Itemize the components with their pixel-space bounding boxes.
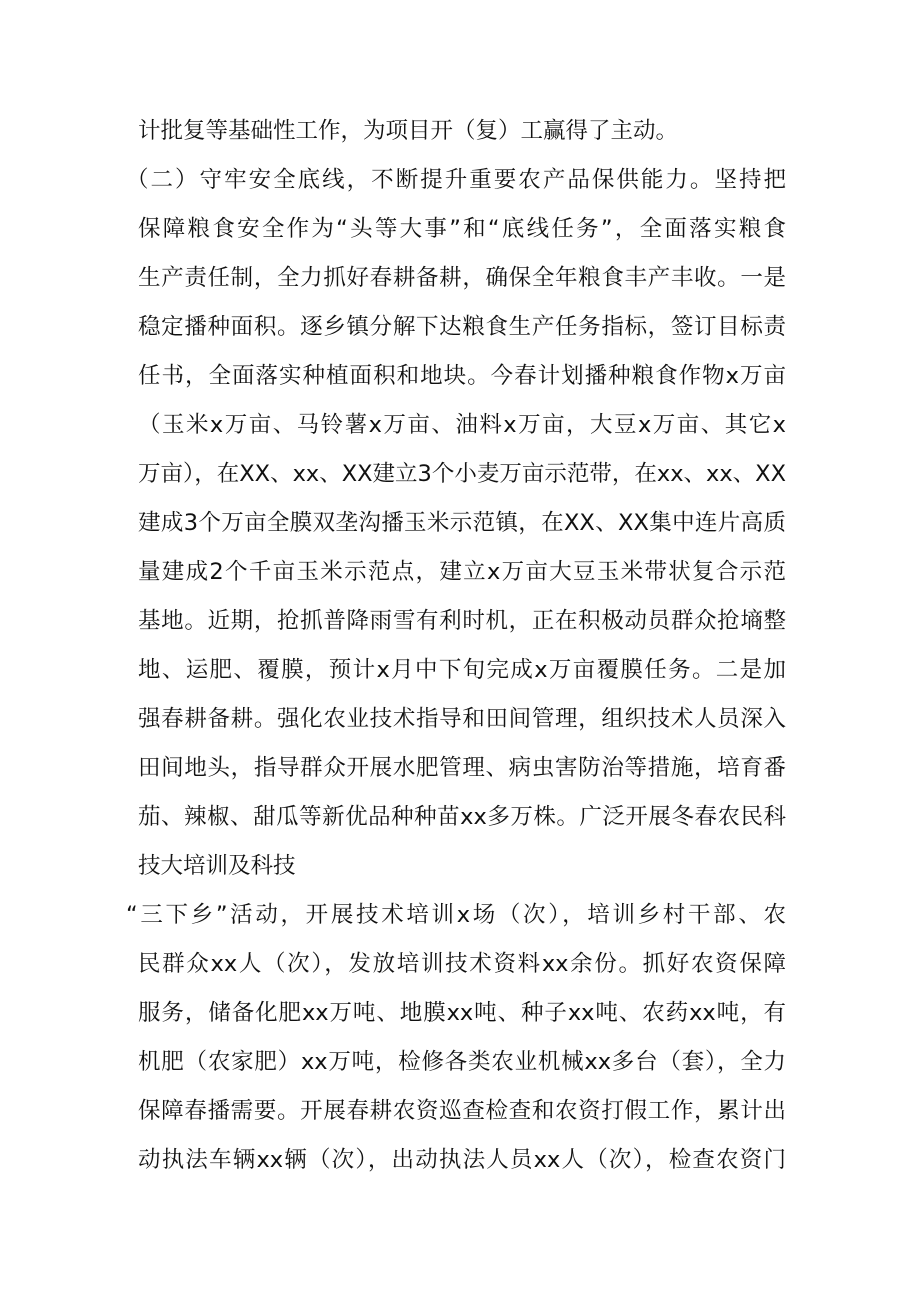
- text-line: 量建成2个千亩玉米示范点，建立x万亩大豆玉米带状复合示范: [138, 559, 786, 585]
- text-line: 生产责任制，全力抓好春耕备耕，确保全年粮食丰产丰收。一是: [138, 265, 786, 291]
- text-line: 保障粮食安全作为“头等大事”和“底线任务”，全面落实粮食: [138, 216, 786, 242]
- text-line: 田间地头，指导群众开展水肥管理、病虫害防治等措施，培育番: [138, 755, 786, 781]
- text-line: 技大培训及科技: [138, 853, 296, 879]
- text-line: 茄、辣椒、甜瓜等新优品种种苗xx多万株。广泛开展冬春农民科: [138, 804, 786, 830]
- text-line: （玉米x万亩、马铃薯x万亩、油料x万亩，大豆x万亩、其它x: [138, 412, 786, 438]
- text-line: 建成3个万亩全膜双垄沟播玉米示范镇，在XX、XX集中连片高质: [138, 510, 786, 536]
- text-line: 动执法车辆xx辆（次），出动执法人员xx人（次），检查农资门: [138, 1147, 786, 1173]
- text-line: 服务，储备化肥xx万吨、地膜xx吨、种子xx吨、农药xx吨，有: [138, 1000, 786, 1026]
- text-line: 保障春播需要。开展春耕农资巡查检查和农资打假工作，累计出: [138, 1098, 786, 1124]
- text-line: 地、运肥、覆膜，预计x月中下旬完成x万亩覆膜任务。二是加: [138, 657, 786, 683]
- section-heading-line: （二）守牢安全底线，不断提升重要农产品保供能力。坚持把: [126, 167, 786, 193]
- text-line: 民群众xx人（次），发放培训技术资料xx余份。抓好农资保障: [138, 951, 786, 977]
- text-line: 稳定播种面积。逐乡镇分解下达粮食生产任务指标，签订目标责: [138, 314, 786, 340]
- text-line: 机肥（农家肥）xx万吨，检修各类农业机械xx多台（套），全力: [138, 1049, 786, 1075]
- text-line: 强春耕备耕。强化农业技术指导和田间管理，组织技术人员深入: [138, 706, 786, 732]
- text-line: 基地。近期，抢抓普降雨雪有利时机，正在积极动员群众抢墒整: [138, 608, 786, 634]
- text-line: 计批复等基础性工作，为项目开（复）工赢得了主动。: [138, 118, 679, 144]
- text-line: 任书，全面落实种植面积和地块。今春计划播种粮食作物x万亩: [138, 363, 786, 389]
- text-line: “三下乡”活动，开展技术培训x场（次），培训乡村干部、农: [126, 902, 786, 928]
- text-line: 万亩），在XX、xx、XX建立3个小麦万亩示范带，在xx、xx、XX: [138, 461, 786, 487]
